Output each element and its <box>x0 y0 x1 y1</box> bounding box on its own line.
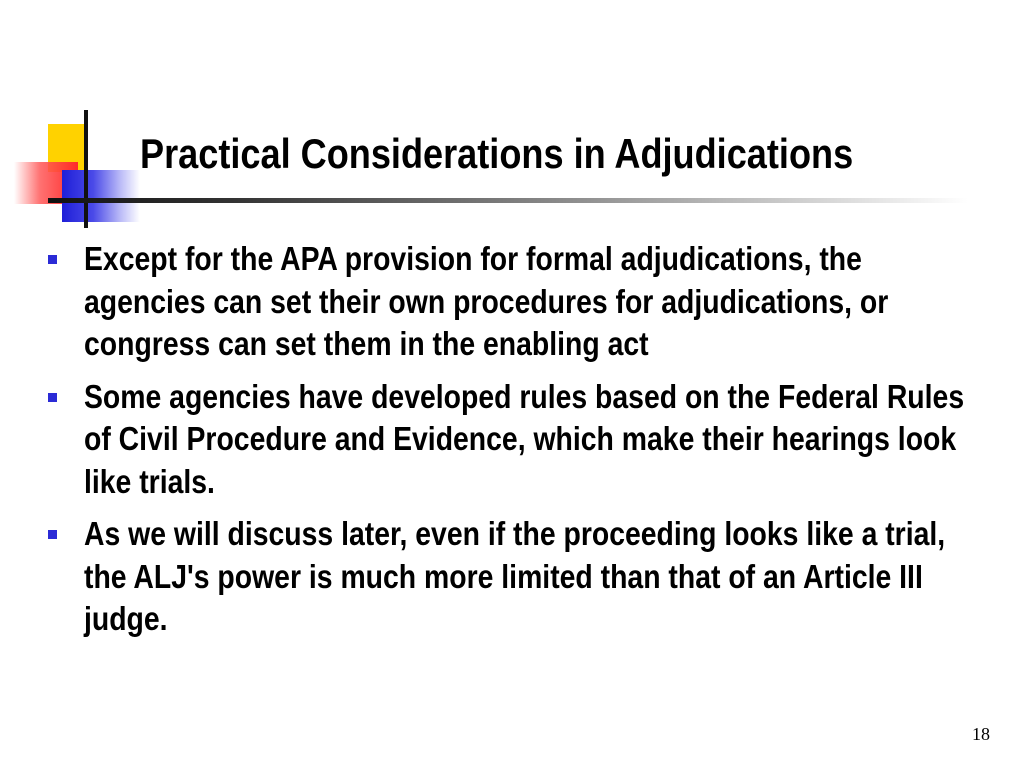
bullet-text: Some agencies have developed rules based on the Federal Rules of Civil Procedure and Evidence, which make their hearings look like trials. <box>84 377 965 500</box>
bullet-list <box>46 238 1006 651</box>
square-bullet-icon <box>48 530 57 539</box>
title-underline <box>48 198 968 203</box>
bullet-item <box>46 376 1006 504</box>
bullet-text: Except for the APA provision for formal adjudications, the agencies can set their own procedures for adjudications, or congress can set them in the enabling act <box>84 240 889 362</box>
square-bullet-icon <box>48 393 57 402</box>
square-bullet-icon <box>48 255 57 264</box>
bullet-item <box>46 238 1006 366</box>
bullet-item <box>46 513 1006 641</box>
blue-square <box>62 170 140 222</box>
slide-number: 18 <box>972 724 990 744</box>
slide-title: Practical Considerations in Adjudications <box>140 130 854 177</box>
bullet-text: As we will discuss later, even if the proceeding looks like a trial, the ALJ's power is much more limited than that of an Article III judge. <box>84 515 946 637</box>
decorative-squares-logo <box>0 0 200 240</box>
vertical-rule <box>84 110 88 228</box>
